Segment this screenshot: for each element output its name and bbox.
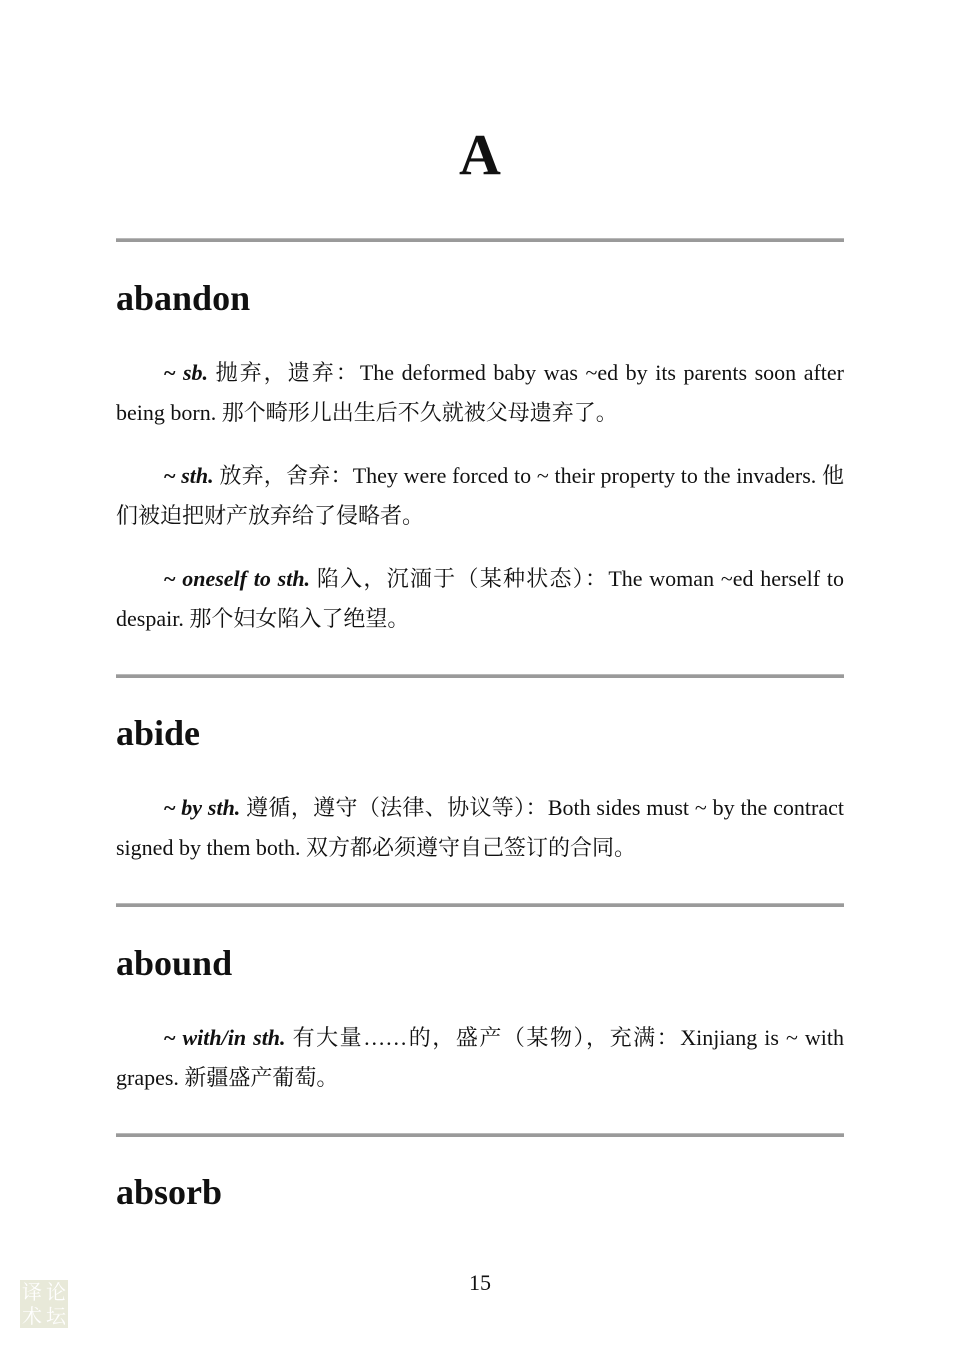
example: Both sides must ~ by the contract signed by them both. — [116, 795, 845, 860]
translation: 他们被迫把财产放弃给了侵略者。 — [116, 463, 845, 528]
watermark-char: 术 — [22, 1304, 42, 1328]
meaning: 抛弃，遗弃： — [215, 360, 360, 385]
divider — [116, 674, 844, 678]
sense — [116, 788, 844, 868]
usage-pattern: ~ oneself to sth. — [164, 566, 311, 591]
watermark-seal-icon — [20, 1280, 68, 1328]
meaning: 陷入，沉湎于（某种状态）： — [316, 566, 609, 591]
headword-abide: abide — [116, 713, 201, 753]
meaning: 有大量……的，盛产（某物），充满： — [292, 1025, 681, 1050]
divider — [116, 903, 844, 907]
usage-pattern: ~ with/in sth. — [164, 1025, 286, 1050]
example: The woman ~ed herself to despair. — [116, 566, 845, 631]
example: The deformed baby was ~ed by its parents soon after being born. — [116, 360, 844, 425]
sense — [116, 353, 844, 433]
sense — [116, 1018, 844, 1098]
meaning: 放弃，舍弃： — [219, 463, 353, 488]
divider — [116, 238, 844, 242]
usage-pattern: ~ by sth. — [164, 795, 241, 820]
sense — [116, 456, 844, 536]
watermark-char: 坛 — [46, 1304, 66, 1328]
headword-abound: abound — [116, 943, 233, 983]
translation: 那个畸形儿出生后不久就被父母遗弃了。 — [221, 400, 618, 425]
page-number: 15 — [469, 1270, 491, 1295]
example: Xinjiang is ~ with grapes. — [116, 1025, 844, 1090]
watermark-char: 译 — [22, 1280, 42, 1304]
translation: 双方都必须遵守自己签订的合同。 — [306, 835, 637, 860]
translation: 那个妇女陷入了绝望。 — [189, 606, 410, 631]
section-letter: A — [459, 122, 501, 187]
translation: 新疆盛产葡萄。 — [184, 1065, 339, 1090]
example: They were forced to ~ their property to the invaders. — [352, 463, 817, 488]
sense — [116, 559, 844, 639]
usage-pattern: ~ sth. — [164, 463, 214, 488]
divider — [116, 1133, 844, 1137]
headword-abandon: abandon — [116, 278, 251, 318]
watermark-char: 论 — [46, 1280, 66, 1304]
usage-pattern: ~ sb. — [164, 360, 209, 385]
meaning: 遵循，遵守（法律、协议等）： — [246, 795, 548, 820]
headword-absorb: absorb — [116, 1172, 223, 1212]
